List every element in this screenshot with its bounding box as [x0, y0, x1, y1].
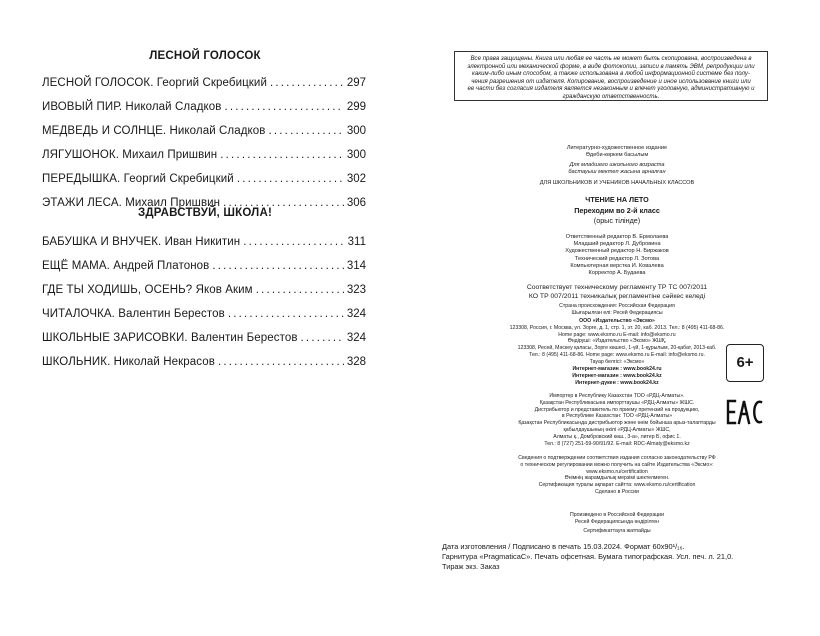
- distributor-line: қабылдаушының өкілі «РДЦ-Алматы» ЖШС,: [563, 426, 671, 433]
- toc-entry-title: ШКОЛЬНИК. Николай Некрасов: [42, 356, 215, 368]
- series-title: ЧТЕНИЕ НА ЛЕТО: [585, 195, 649, 204]
- toc-entry: [42, 234, 366, 250]
- toc-entry: [42, 123, 366, 139]
- section-title-1: ЛЕСНОЙ ГОЛОСОК: [149, 50, 261, 62]
- toc-entry-page: 324: [346, 308, 366, 320]
- toc-leader-dots: [220, 147, 344, 163]
- toc-entry-page: 314: [346, 260, 366, 272]
- toc-entry: [42, 354, 366, 370]
- rights-notice-text: [460, 55, 762, 101]
- toc-leader-dots: [237, 171, 344, 187]
- rights-line: гражданскую ответственность.: [562, 92, 660, 100]
- staff-line: Корректор А. Будаева: [588, 270, 646, 277]
- cert-line: Сведения о подтверждении соответствия издания согласно законодательству РФ: [518, 455, 716, 461]
- eac-mark-icon: [726, 397, 764, 427]
- publisher-line: Тел.: 8 (495) 411-68-86. Home page: www.eksmo.ru E-mail: info@eksmo.ru.: [529, 351, 705, 358]
- toc-entry-page: 323: [346, 284, 366, 296]
- publisher-line: 123308, Россия, г. Москва, ул. Зорге, д. 1, стр. 1, эт. 20, каб. 2013. Тел.: 8 (495) 411-68-86.: [509, 324, 725, 331]
- rights-line: каким-либо иным способом, а также использована в любой информационной системе без полу-: [472, 70, 750, 78]
- toc-leader-dots: [243, 234, 344, 250]
- rights-line: Все права защищены. Книга или любая ее часть не может быть скопирована, воспроизведена в: [470, 55, 752, 62]
- toc-entry-page: 328: [346, 356, 366, 368]
- toc-leader-dots: [224, 99, 343, 115]
- distributor-line: Қазақстан Республикасында дистрибьютор және өнім бойынша арыз-талаптарды: [518, 420, 716, 427]
- toc-entry-title: ЕЩЁ МАМА. Андрей Платонов: [42, 260, 210, 272]
- origin-note: Страна происхождения: Российская Федерация Шығарылған елі: Ресей Федерациясы: [559, 303, 675, 316]
- toc-entry: [42, 99, 366, 115]
- toc-entry-title: ЛЕСНОЙ ГОЛОСОК. Георгий Скребицкий: [42, 77, 267, 89]
- publisher-line: 123308, Ресей, Мәскеу қаласы, Зорге көшесі, 1-үй, 1-құрылым, 20-қабат, 2013-каб.: [517, 345, 717, 352]
- toc-entry-page: 311: [347, 236, 366, 248]
- toc-entry: [42, 330, 366, 346]
- country-note: Произведено в Российской Федерации Ресей Федерациясында өндірілген: [570, 512, 664, 525]
- certification-info: [452, 455, 782, 496]
- toc-entry: [42, 75, 366, 91]
- toc-leader-dots: [301, 330, 344, 346]
- cert-line: о техническом регулировании можно получить на сайте Издательства «Эксмо»:: [520, 461, 714, 468]
- distributor-line: Импортер в Республику Казахстан ТОО «РДЦ-Алматы».: [549, 393, 685, 399]
- cert-line: Сертификация туралы ақпарат сайтта: www.eksmo.ru/certification: [538, 482, 696, 489]
- print-info: [442, 542, 772, 572]
- standards-note: Соответствует техническому регламенту ТР ТС 007/2011 КО ТР 007/2011 техникалық регламентіне сәйкес келеді: [526, 284, 708, 300]
- section-title-2: ЗДРАВСТВУЙ, ШКОЛА!: [138, 207, 272, 219]
- toc-leader-dots: [212, 258, 343, 274]
- toc-entry-title: БАБУШКА И ВНУЧЕК. Иван Никитин: [42, 236, 241, 248]
- distributor-line: Тел.: 8 (727) 251-59-90/91/92. E-mail: RDC-Almaty@eksmo.kz: [544, 440, 690, 447]
- printinfo-line: Тираж экз. Заказ: [442, 562, 500, 571]
- toc-entry: [42, 282, 366, 298]
- toc-entry-page: 300: [346, 149, 366, 161]
- toc-entry: [42, 258, 366, 274]
- age-rating-badge: 6+: [726, 344, 764, 382]
- distributor-line: Қазақстан Республикасына импорттаушы «РДЦ-Алматы» ЖШС.: [539, 399, 695, 406]
- distributor-line: Дистрибьютор и представитель по приему претензий на продукцию,: [534, 406, 700, 413]
- toc-entry-page: 299: [346, 101, 366, 113]
- toc-entry-title: ПЕРЕДЫШКА. Георгий Скребицкий: [42, 173, 234, 185]
- toc-leader-dots: [218, 354, 344, 370]
- toc-entry-title: ШКОЛЬНЫЕ ЗАРИСОВКИ. Валентин Берестов: [42, 332, 298, 344]
- toc-entry-title: ЛЯГУШОНОК. Михаил Пришвин: [42, 149, 218, 161]
- distributor-line: в Республике Казахстан: ТОО «РДЦ-Алматы»: [561, 413, 673, 420]
- toc-entry: [42, 171, 366, 187]
- rights-line: электронной или механической форме, в виде фотокопии, записи в память ЭВМ, репродукции или: [467, 62, 755, 70]
- staff-line: Технический редактор Л. Зотова: [574, 255, 660, 262]
- publisher-line: Өндіруші: «Издательство «Эксмо» ЖШҚ,: [567, 338, 667, 345]
- book-subtitle: Переходим во 2-й класс: [574, 206, 660, 215]
- printinfo-line: Дата изготовления / Подписано в печать 15.03.2024. Формат 60х90¹/₁₆.: [442, 542, 685, 551]
- cert-line: Сделано в России: [595, 488, 639, 495]
- shops-line: Интернет-дүкен : www.book24.kz: [575, 379, 659, 386]
- shops-line: Интернет-магазин : www.book24.kz: [572, 372, 662, 379]
- toc-entry-page: 297: [346, 77, 366, 89]
- toc-leader-dots: [228, 306, 344, 322]
- toc-entry: [42, 306, 366, 322]
- cert-note: Сертификаттауға жатпайды: [583, 528, 651, 534]
- toc-entry-title: ГДЕ ТЫ ХОДИШЬ, ОСЕНЬ? Яков Аким: [42, 284, 253, 296]
- staff-line: Ответственный редактор В. Ермолаева: [565, 234, 669, 240]
- publisher-line: ООО «Издательство «Эксмо»: [579, 318, 655, 324]
- language-note: (орыс тілінде): [593, 216, 641, 225]
- toc-leader-dots: [256, 282, 344, 298]
- staff-line: Компьютерная верстка И. Ковалева: [570, 262, 664, 269]
- toc-leader-dots: [270, 75, 344, 91]
- rights-line: ее части без согласия издателя является незаконным и влечет уголовную, административную и: [467, 85, 755, 93]
- toc-entry-page: 300: [346, 125, 366, 137]
- toc-entry-title: ИВОВЫЙ ПИР. Николай Сладков: [42, 101, 222, 113]
- staff-line: Художественный редактор Н. Биржаков: [565, 248, 669, 255]
- right-page: [410, 0, 820, 636]
- audience-note: ДЛЯ ШКОЛЬНИКОВ И УЧЕНИКОВ НАЧАЛЬНЫХ КЛАССОВ: [539, 180, 695, 186]
- rights-line: чения разрешения от издателя. Копирование, воспроизведение и иное использование книги или: [471, 77, 751, 85]
- toc-entry-title: ЭТАЖИ ЛЕСА. Михаил Пришвин: [42, 197, 221, 209]
- toc-entry-title: ЧИТАЛОЧКА. Валентин Берестов: [42, 308, 225, 320]
- toc-entry-page: 302: [346, 173, 366, 185]
- toc-entry-page: 324: [346, 332, 366, 344]
- genre-note: Литературно-художественное издание Әдеби-көркем басылым: [566, 145, 668, 159]
- cert-line: Өнімнің жарамдылық мерзімі шектелмеген.: [564, 475, 670, 482]
- toc-entry-title: МЕДВЕДЬ И СОЛНЦЕ. Николай Сладков: [42, 125, 266, 137]
- shops-line: Интернет-магазин : www.book24.ru: [572, 366, 662, 372]
- staff-line: Младший редактор Л. Дубровина: [573, 241, 661, 248]
- publisher-line: Home page: www.eksmo.ru E-mail: info@eksmo.ru: [558, 331, 676, 338]
- rights-notice-box: [454, 51, 768, 101]
- age-note: Для младшего школьного возраста бастауыш мектеп жасына арналған: [568, 162, 666, 176]
- toc-entry-page: 306: [346, 197, 366, 209]
- cert-line: www.eksmo.ru/certification: [586, 468, 648, 475]
- toc-leader-dots: [269, 123, 344, 139]
- staff-list: [452, 234, 782, 277]
- publisher-line: Тауар белгісі: «Эксмо»: [589, 358, 645, 365]
- printinfo-line: Гарнитура «PragmaticaC». Печать офсетная. Бумага типографская. Усл. печ. л. 21,0.: [442, 552, 734, 561]
- distributor-line: Алматы қ., Домбровский көш., 3-а», литер Б, офис 1.: [553, 433, 681, 440]
- toc-entry: [42, 147, 366, 163]
